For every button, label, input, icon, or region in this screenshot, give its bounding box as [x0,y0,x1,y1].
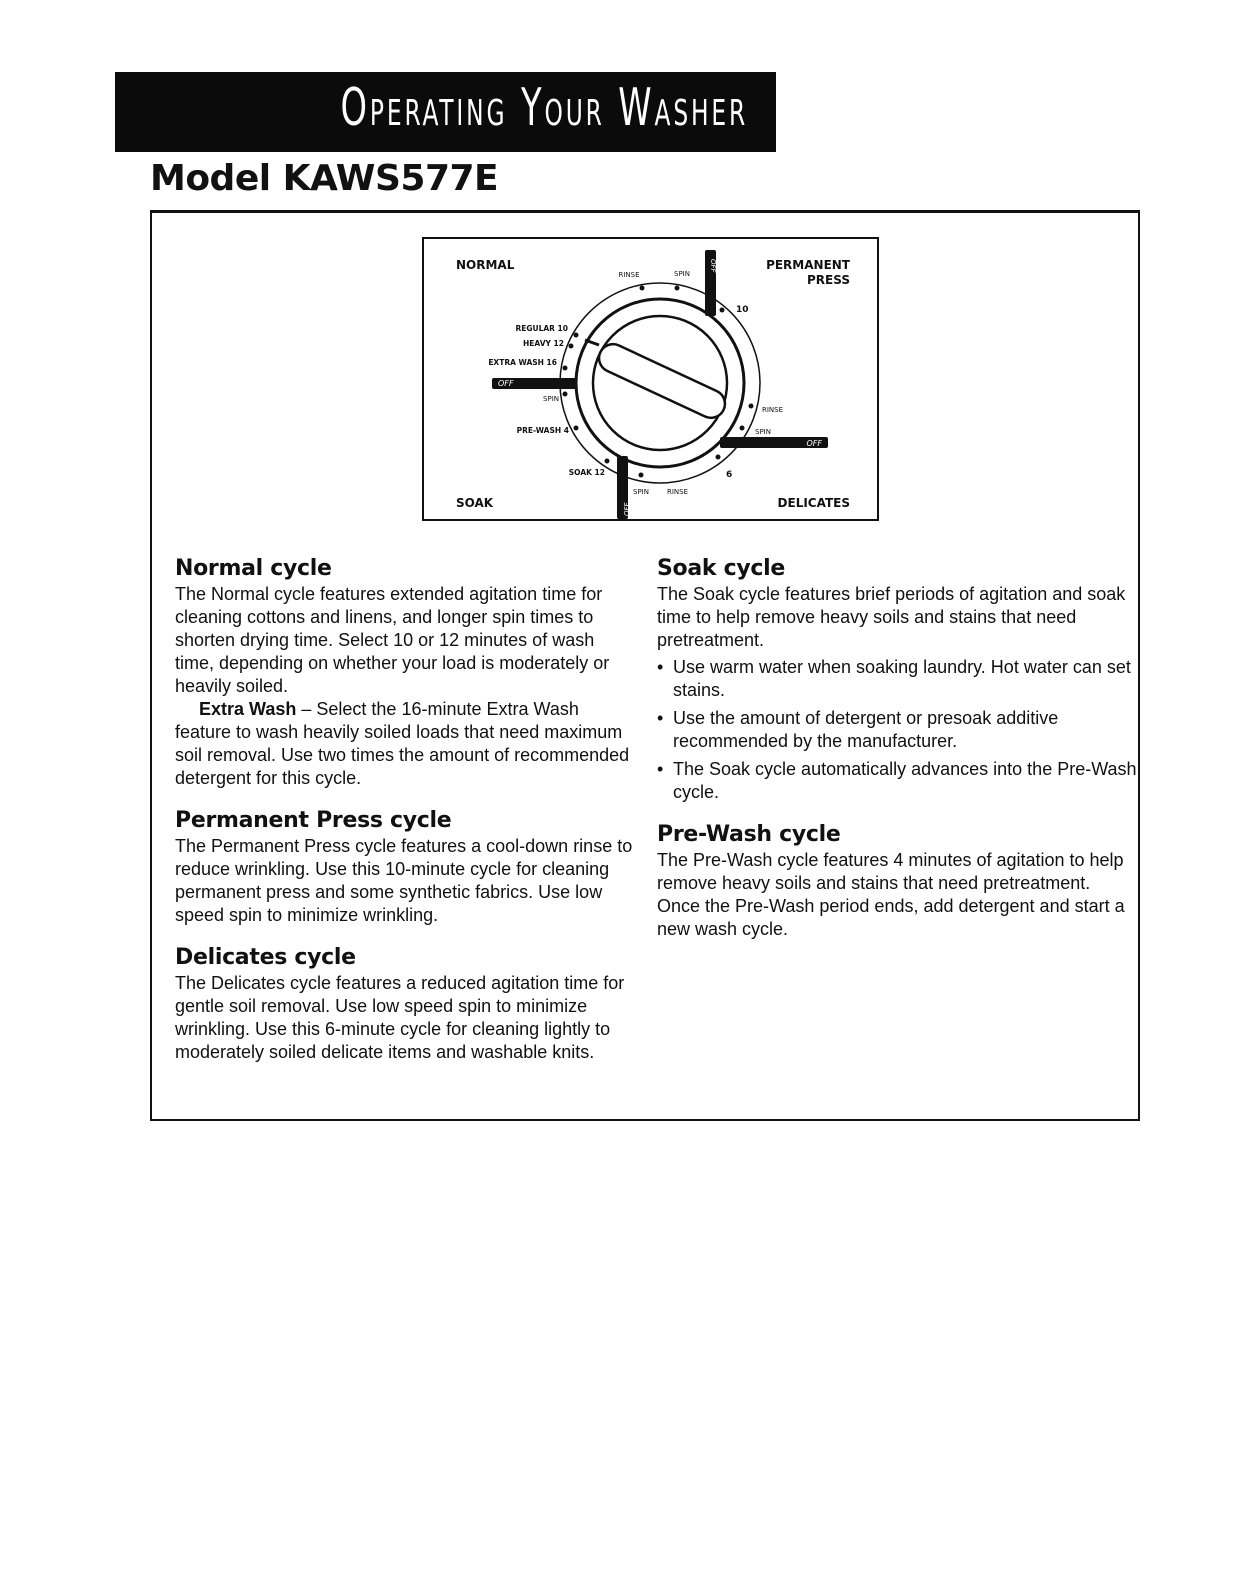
model-title: Model KAWS577E [150,158,499,199]
svg-text:REGULAR 10: REGULAR 10 [515,324,568,333]
svg-text:EXTRA WASH 16: EXTRA WASH 16 [488,358,557,367]
svg-text:PRE-WASH 4: PRE-WASH 4 [516,426,569,435]
section-title: Normal cycle [175,556,332,581]
extra-wash-paragraph [175,698,635,790]
svg-text:SPIN: SPIN [755,428,771,436]
dial-illustration [422,237,879,521]
section-normal [175,556,635,790]
svg-text:OFF: OFF [709,259,717,273]
cycle-dial-diagram [422,237,879,521]
label-press: PRESS [807,273,850,287]
section-body: The Delicates cycle features a reduced agitation time for gentle soil removal. Use low speed spin to minimize wrinkling. Use this 6-minute cycle for cleaning lightly to moderately soiled delicate items and washable knits. [175,973,625,1062]
section-body: The Pre-Wash cycle features 4 minutes of agitation to help remove heavy soils and stains that need pretreatment. Once the Pre-Wash period ends, add detergent and start a new wash cycle. [657,850,1125,939]
list-item: • Use warm water when soaking laundry. Hot water can set stains. [657,656,1137,702]
svg-text:OFF: OFF [623,502,631,516]
section-permanent-press [175,808,635,927]
section-delicates [175,945,635,1064]
extra-wash-label: Extra Wash [199,699,297,719]
list-item: • Use the amount of detergent or presoak additive recommended by the manufacturer. [657,707,1137,753]
list-item: • The Soak cycle automatically advances into the Pre-Wash cycle. [657,758,1137,804]
svg-text:RINSE: RINSE [667,488,689,496]
svg-text:SPIN: SPIN [633,488,649,496]
header-banner [115,72,776,152]
section-body: The Normal cycle features extended agitation time for cleaning cottons and linens, and longer spin times to shorten drying time. Select 10 or 12 minutes of wash time, depending on whether your load is moderately or heavily soiled. [175,584,610,696]
section-body: The Permanent Press cycle features a cool-down rinse to reduce wrinkling. Use this 10-minute cycle for cleaning permanent press and some synthetic fabrics. Use low speed spin to minimize wrinkling. [175,836,633,925]
label-soak: SOAK [456,496,494,510]
svg-text:RINSE: RINSE [618,271,640,279]
left-column [175,556,635,1077]
section-body: The Soak cycle features brief periods of agitation and soak time to help remove heavy soils and stains that need pretreatment. [657,584,1126,650]
label-permanent: PERMANENT [766,258,850,272]
svg-text:HEAVY 12: HEAVY 12 [523,339,564,348]
svg-text:OFF: OFF [806,439,822,448]
section-pre-wash [657,822,1137,941]
svg-text:10: 10 [736,305,749,315]
section-title: Delicates cycle [175,945,356,970]
svg-text:SPIN: SPIN [543,395,559,403]
section-soak [657,556,1137,804]
section-title: Permanent Press cycle [175,808,452,833]
section-title: Soak cycle [657,556,785,581]
svg-text:OFF: OFF [498,379,514,388]
section-title: Pre-Wash cycle [657,822,841,847]
svg-text:SOAK 12: SOAK 12 [568,468,605,477]
svg-text:RINSE: RINSE [762,406,784,414]
right-column [657,556,1137,954]
label-delicates: DELICATES [777,496,850,510]
svg-text:SPIN: SPIN [674,270,690,278]
label-normal: NORMAL [456,258,515,272]
extra-wash-body: – Select the 16-minute Extra Wash feature to wash heavily soiled loads that need maximum soil removal. Use two times the amount of recommended detergent for this cycle. [175,699,630,788]
soak-bullets [657,656,1137,804]
svg-text:6: 6 [726,470,733,480]
page-title: Operating Your Washer [340,78,748,138]
